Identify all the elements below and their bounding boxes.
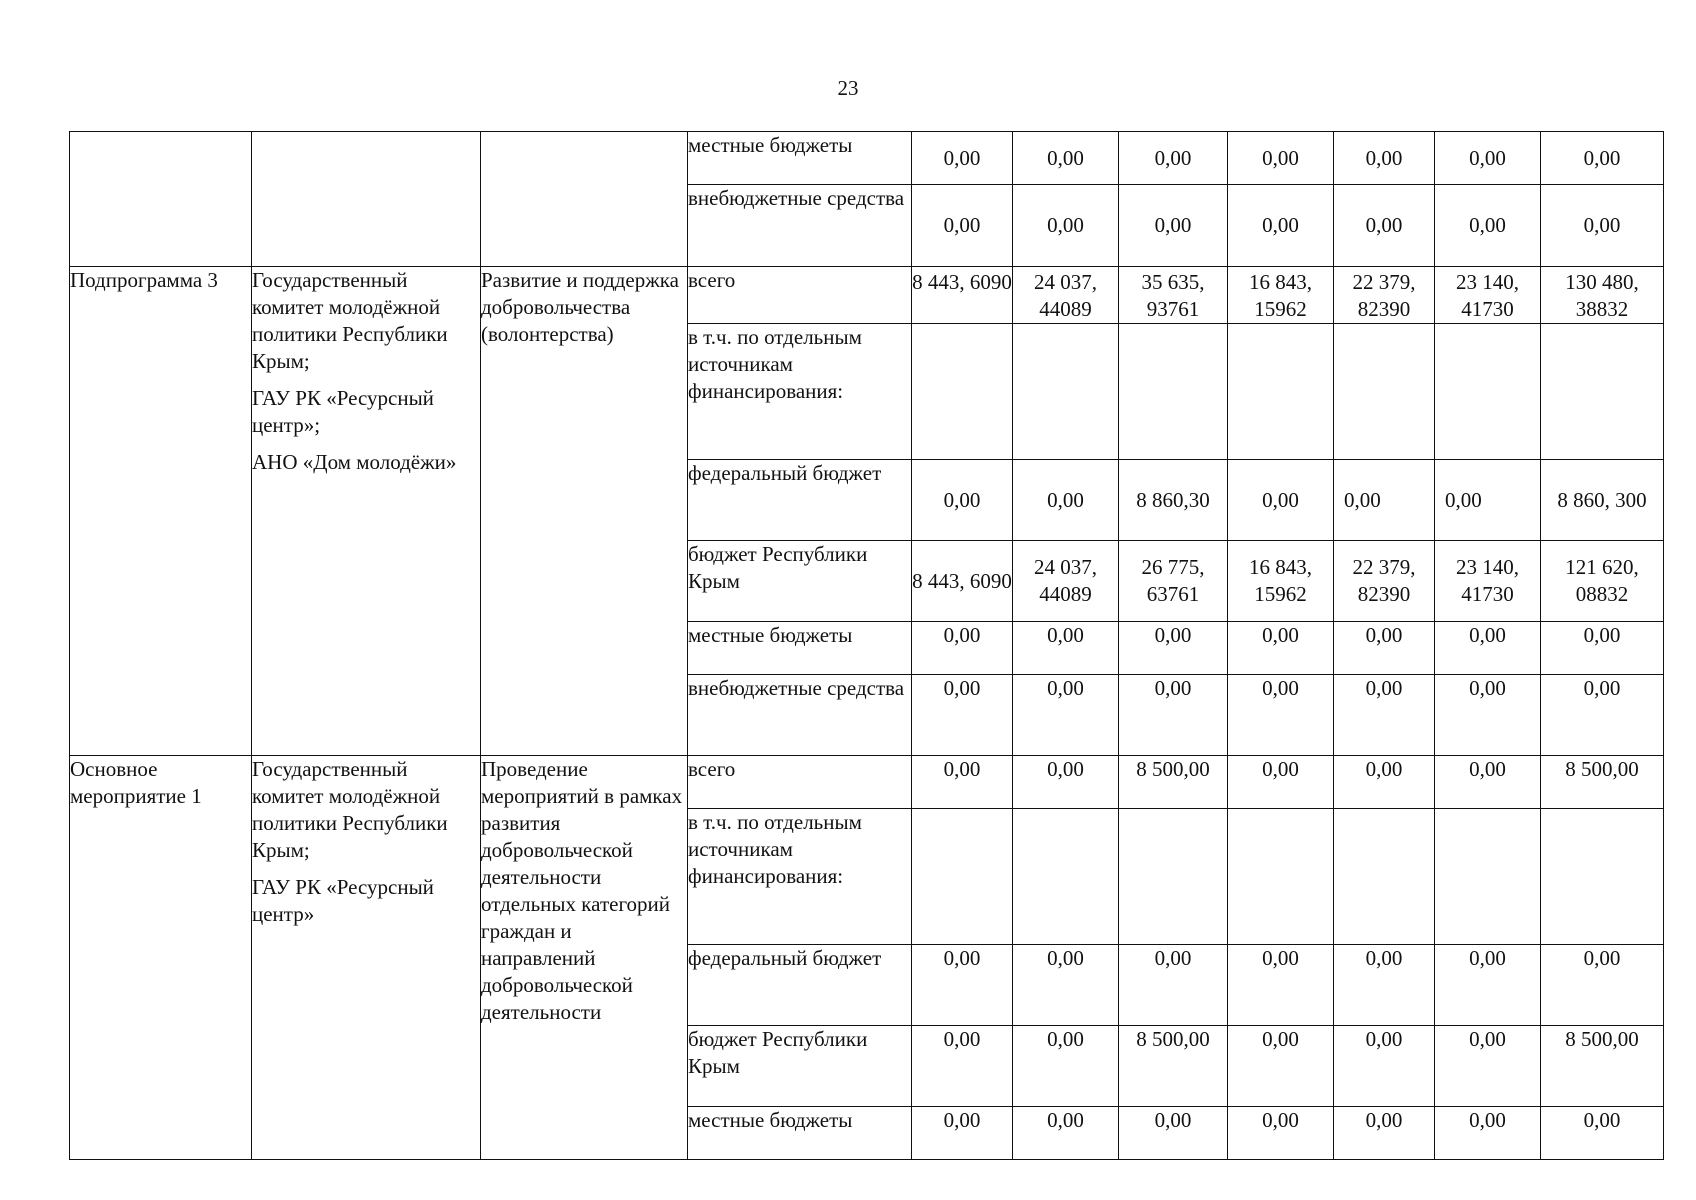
empty-cell [1013,809,1119,945]
source-label: местные бюджеты [688,132,912,185]
value-cell: 130 480, 38832 [1541,267,1664,324]
empty-cell [1119,809,1228,945]
value-cell: 35 635, 93761 [1119,267,1228,324]
source-label: местные бюджеты [688,622,912,675]
value-cell: 0,00 [1119,1107,1228,1160]
value-cell: 0,00 [912,675,1013,756]
value-cell: 0,00 [1541,945,1664,1026]
value-cell: 0,00 [1435,945,1541,1026]
value-cell: 0,00 [912,1026,1013,1107]
value-cell: 0,00 [1228,945,1334,1026]
value-cell: 8 443, 6090 [912,541,1013,622]
value-cell: 0,00 [1228,185,1334,267]
value-cell: 0,00 [1013,185,1119,267]
value-cell: 23 140, 41730 [1435,267,1541,324]
value-cell: 0,00 [1541,675,1664,756]
value-cell: 0,00 [1334,675,1435,756]
value-cell: 22 379, 82390 [1334,541,1435,622]
value-cell: 0,00 [1119,945,1228,1026]
value-cell: 0,00 [1228,1107,1334,1160]
value-cell: 16 843, 15962 [1228,267,1334,324]
source-label: местные бюджеты [688,1107,912,1160]
value-cell: 0,00 [1013,132,1119,185]
executor: Государственный комитет молодёжной политики Республики Крым; [252,268,448,373]
value-cell: 0,00 [1228,675,1334,756]
source-label: бюджет Республики Крым [688,1026,912,1107]
value-cell: 0,00 [1334,460,1435,541]
value-cell: 0,00 [1541,622,1664,675]
value-cell: 0,00 [912,460,1013,541]
value-cell: 0,00 [912,1107,1013,1160]
value-cell: 8 860,30 [1119,460,1228,541]
source-label: внебюджетные средства [688,185,912,267]
value-cell: 0,00 [1228,132,1334,185]
budget-table [69,131,1664,1160]
value-cell: 0,00 [1013,460,1119,541]
table-row [70,267,1664,324]
value-cell: 0,00 [1228,756,1334,809]
value-cell: 22 379, 82390 [1334,267,1435,324]
value-cell: 0,00 [1541,1107,1664,1160]
cont-title-cell [481,132,688,267]
value-cell: 0,00 [1435,622,1541,675]
executor: Государственный комитет молодёжной политики Республики Крым; [252,757,448,862]
value-cell: 0,00 [1334,185,1435,267]
value-cell: 8 500,00 [1119,756,1228,809]
cont-executor-cell [252,132,481,267]
source-label: в т.ч. по отдельным источникам финансирования: [688,809,912,945]
value-cell: 0,00 [912,622,1013,675]
value-cell: 8 500,00 [1541,1026,1664,1107]
table-row [70,756,1664,809]
value-cell: 0,00 [1228,460,1334,541]
value-cell: 0,00 [912,132,1013,185]
empty-cell [1541,809,1664,945]
source-label: бюджет Республики Крым [688,541,912,622]
value-cell: 24 037, 44089 [1013,267,1119,324]
empty-cell [1541,324,1664,460]
empty-cell [1228,809,1334,945]
value-cell: 0,00 [1435,185,1541,267]
executors-cell [252,756,481,1160]
value-cell: 0,00 [1013,756,1119,809]
value-cell: 0,00 [1334,622,1435,675]
empty-cell [912,324,1013,460]
empty-cell [912,809,1013,945]
value-cell: 0,00 [1435,756,1541,809]
value-cell: 0,00 [912,945,1013,1026]
value-cell: 0,00 [1334,1107,1435,1160]
value-cell: 0,00 [1334,945,1435,1026]
empty-cell [1119,324,1228,460]
value-cell: 16 843, 15962 [1228,541,1334,622]
empty-cell [1334,809,1435,945]
value-cell: 0,00 [1435,1026,1541,1107]
source-label: внебюджетные средства [688,675,912,756]
row-name: Подпрограмма 3 [70,267,252,756]
source-label: в т.ч. по отдельным источникам финансирования: [688,324,912,460]
value-cell: 0,00 [1541,185,1664,267]
value-cell: 0,00 [1334,756,1435,809]
row-name: Основное мероприятие 1 [70,756,252,1160]
row-title: Проведение мероприятий в рамках развития добровольческой деятельности отдельных категорий граждан и направлений добровольческой деятельности [481,756,688,1160]
executor: АНО «Дом молодёжи» [252,450,457,474]
value-cell: 0,00 [1541,132,1664,185]
empty-cell [1435,809,1541,945]
value-cell: 0,00 [1228,622,1334,675]
empty-cell [1013,324,1119,460]
cont-name-cell [70,132,252,267]
value-cell: 0,00 [1013,622,1119,675]
value-cell: 0,00 [1435,1107,1541,1160]
value-cell: 0,00 [1119,675,1228,756]
page-number: 23 [837,76,859,100]
value-cell: 8 500,00 [1119,1026,1228,1107]
executors-cell [252,267,481,756]
value-cell: 0,00 [1013,1107,1119,1160]
source-label: федеральный бюджет [688,460,912,541]
value-cell: 26 775, 63761 [1119,541,1228,622]
table-row [70,132,1664,185]
value-cell: 0,00 [1334,1026,1435,1107]
value-cell: 0,00 [1119,132,1228,185]
value-cell: 0,00 [1435,132,1541,185]
value-cell: 121 620, 08832 [1541,541,1664,622]
empty-cell [1435,324,1541,460]
value-cell: 0,00 [1119,622,1228,675]
value-cell: 0,00 [1013,675,1119,756]
value-cell: 0,00 [1119,185,1228,267]
value-cell: 8 500,00 [1541,756,1664,809]
value-cell: 0,00 [1334,132,1435,185]
executor: ГАУ РК «Ресурсный центр»; [252,386,434,437]
source-label: всего [688,267,912,324]
value-cell: 23 140, 41730 [1435,541,1541,622]
empty-cell [1228,324,1334,460]
value-cell: 0,00 [912,756,1013,809]
value-cell: 24 037, 44089 [1013,541,1119,622]
source-label: федеральный бюджет [688,945,912,1026]
value-cell: 8 860, 300 [1541,460,1664,541]
value-cell: 8 443, 6090 [912,267,1013,324]
row-title: Развитие и поддержка добровольчества (волонтерства) [481,267,688,756]
value-cell: 0,00 [912,185,1013,267]
empty-cell [1334,324,1435,460]
value-cell: 0,00 [1228,1026,1334,1107]
executor: ГАУ РК «Ресурсный центр» [252,875,434,926]
source-label: всего [688,756,912,809]
value-cell: 0,00 [1435,675,1541,756]
value-cell: 0,00 [1013,1026,1119,1107]
value-cell: 0,00 [1435,460,1541,541]
value-cell: 0,00 [1013,945,1119,1026]
